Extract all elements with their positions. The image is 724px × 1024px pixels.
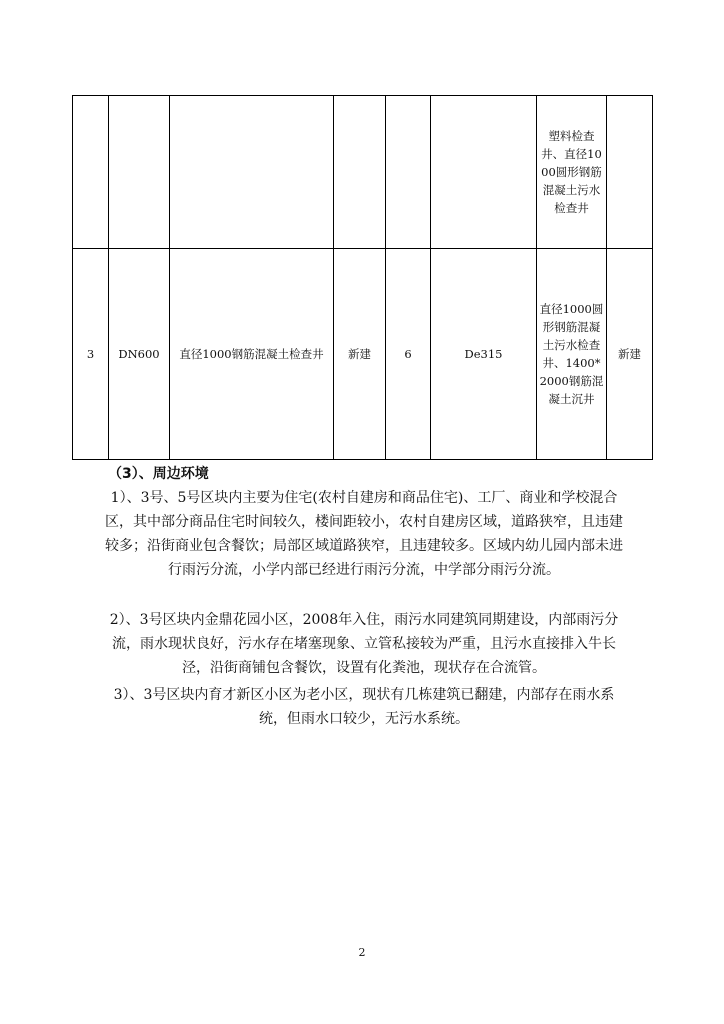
well-description-text: 直径1000圆形钢筋混凝土污水检查井、1400*2000钢筋混凝土沉井 (539, 302, 604, 406)
cell-status (334, 96, 386, 249)
cell-diameter: DN600 (109, 249, 170, 460)
cell-well-description (537, 96, 607, 249)
paragraph-3: 3）、3号区块内育才新区小区为老小区，现状有几栋建筑已翻建，内部存在雨水系统，但雨水口较少，无污水系统。 (113, 687, 615, 727)
cell-well-type: 直径1000钢筋混凝土检查井 (170, 249, 334, 460)
cell-remark (607, 96, 653, 249)
section-heading: （3）、周边环境 (108, 466, 209, 482)
cell-remark: 新建 (607, 249, 653, 460)
cell-status: 新建 (334, 249, 386, 460)
paragraph-1: 1）、3号、5号区块内主要为住宅(农村自建房和商品住宅)、工厂、商业和学校混合区，其中部分商品住宅时间较久，楼间距较小，农村自建房区域，道路狭窄，且违建较多；沿街商业包含餐饮；局部区域道路狭窄，且违建较多。区域内幼儿园内部未进行雨污分流，小学内部已经进行雨污分流，中学部分雨污分流。 (105, 490, 623, 578)
cell-well-description (537, 249, 607, 460)
cell-index: 3 (73, 249, 109, 460)
page-number: 2 (358, 946, 366, 959)
cell-well-type (170, 96, 334, 249)
cell-diameter (109, 96, 170, 249)
pipe-table (72, 95, 653, 460)
cell-pipe-spec: De315 (431, 249, 537, 460)
table-row (73, 249, 653, 460)
cell-pipe-spec (431, 96, 537, 249)
cell-count (386, 96, 431, 249)
cell-index (73, 96, 109, 249)
table-row (73, 96, 653, 249)
well-description-text: 塑料检查井、直径1000圆形钢筋混凝土污水检查井 (541, 129, 602, 215)
cell-count: 6 (386, 249, 431, 460)
paragraph-2: 2）、3号区块内金鼎花园小区，2008年入住，雨污水同建筑同期建设，内部雨污分流，雨水现状良好，污水存在堵塞现象、立管私接较为严重，且污水直接排入牛长泾，沿街商铺包含餐饮，设置有化粪池，现状存在合流管。 (109, 612, 619, 676)
